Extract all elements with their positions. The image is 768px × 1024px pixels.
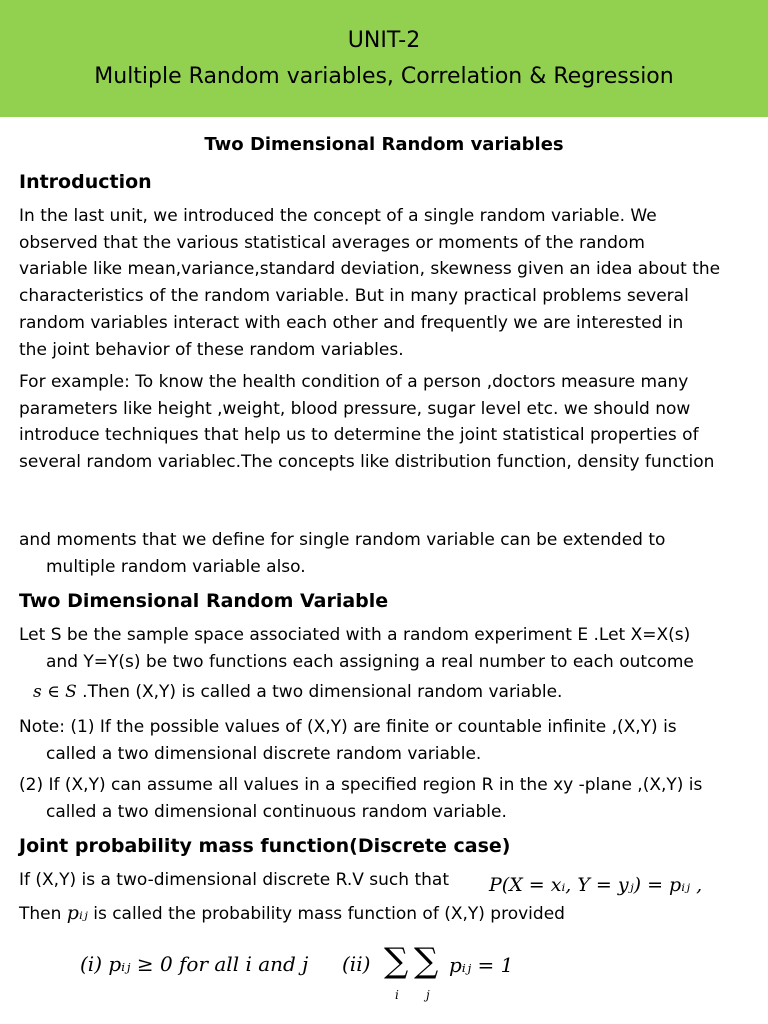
text-line: Note: (1) If the possible values of (X,Y) are finite or countable infinite ,(X,Y) is [19,717,677,737]
intro-paragraph-2 [19,369,759,476]
text-line: (2) If (X,Y) can assume all values in a specified region R in the xy -plane ,(X,Y) is [19,775,703,795]
intro-paragraph-3 [19,527,759,580]
text-line: characteristics of the random variable. But in many practical problems several [19,286,689,307]
text-span: Then [19,904,67,924]
unit-label: UNIT-2 [347,28,421,53]
text-line: called a two dimensional continuous random variable. [46,801,507,822]
note-2 [19,772,759,825]
text-line: observed that the various statistical averages or moments of the random [19,232,645,253]
summation-symbol-i: ∑ [384,941,409,981]
pij-math: pᵢⱼ [66,902,88,924]
text-line: For example: To know the health condition of a person ,doctors measure many [19,372,689,392]
text-line: and Y=Y(s) be two functions each assigning a real number to each outcome [46,651,694,672]
intro-paragraph-1 [19,203,759,363]
set-membership-math: s ∈ S [33,682,77,703]
text-line: variable like mean,variance,standard deviation, skewness given an idea about the [19,259,721,280]
text-line: introduce techniques that help us to determine the joint statistical properties of [19,425,699,446]
text-line: several random variablec.The concepts like distribution function, density function [19,452,715,473]
text-line [19,679,759,706]
text-span: .Then (X,Y) is called a two dimensional random variable. [76,682,563,703]
section-subtitle: Two Dimensional Random variables [204,134,564,155]
sum-index-i: i [395,988,399,1002]
text-line: parameters like height ,weight, blood pressure, sugar level etc. we should now [19,398,691,419]
summation-symbol-j: ∑ [414,941,439,981]
heading-joint-pmf: Joint probability mass function(Discrete case) [19,835,511,857]
sum-equals-one: pᵢⱼ = 1 [449,953,514,977]
text-line: the joint behavior of these random variables. [19,339,404,360]
unit-title: Multiple Random variables, Correlation & Regression [94,64,674,89]
sum-index-j: j [426,988,430,1002]
title-banner [0,0,768,117]
tdrv-definition [19,622,759,706]
note-1 [19,714,759,767]
text-line: In the last unit, we introduced the concept of a single random variable. We [19,206,657,226]
jpmf-line-2 [19,902,565,924]
text-line: and moments that we define for single random variable can be extended to [19,530,666,550]
text-span: is called the probability mass function of (X,Y) provided [87,904,565,924]
text-line: random variables interact with each other and frequently we are interested in [19,312,684,333]
text-line: called a two dimensional discrete random variable. [46,743,482,764]
heading-two-dimensional-rv: Two Dimensional Random Variable [19,590,389,612]
text-line: multiple random variable also. [46,556,306,577]
heading-introduction: Introduction [19,171,152,193]
jpmf-line-1: If (X,Y) is a two-dimensional discrete R.V such that [19,870,449,890]
text-line: Let S be the sample space associated with a random experiment E .Let X=X(s) [19,625,691,645]
condition-i: (i) pᵢⱼ ≥ 0 for all i and j [80,952,309,976]
pmf-definition-math: P(X = xᵢ, Y = yⱼ) = pᵢⱼ , [489,874,703,896]
condition-ii-label: (ii) [342,952,371,976]
